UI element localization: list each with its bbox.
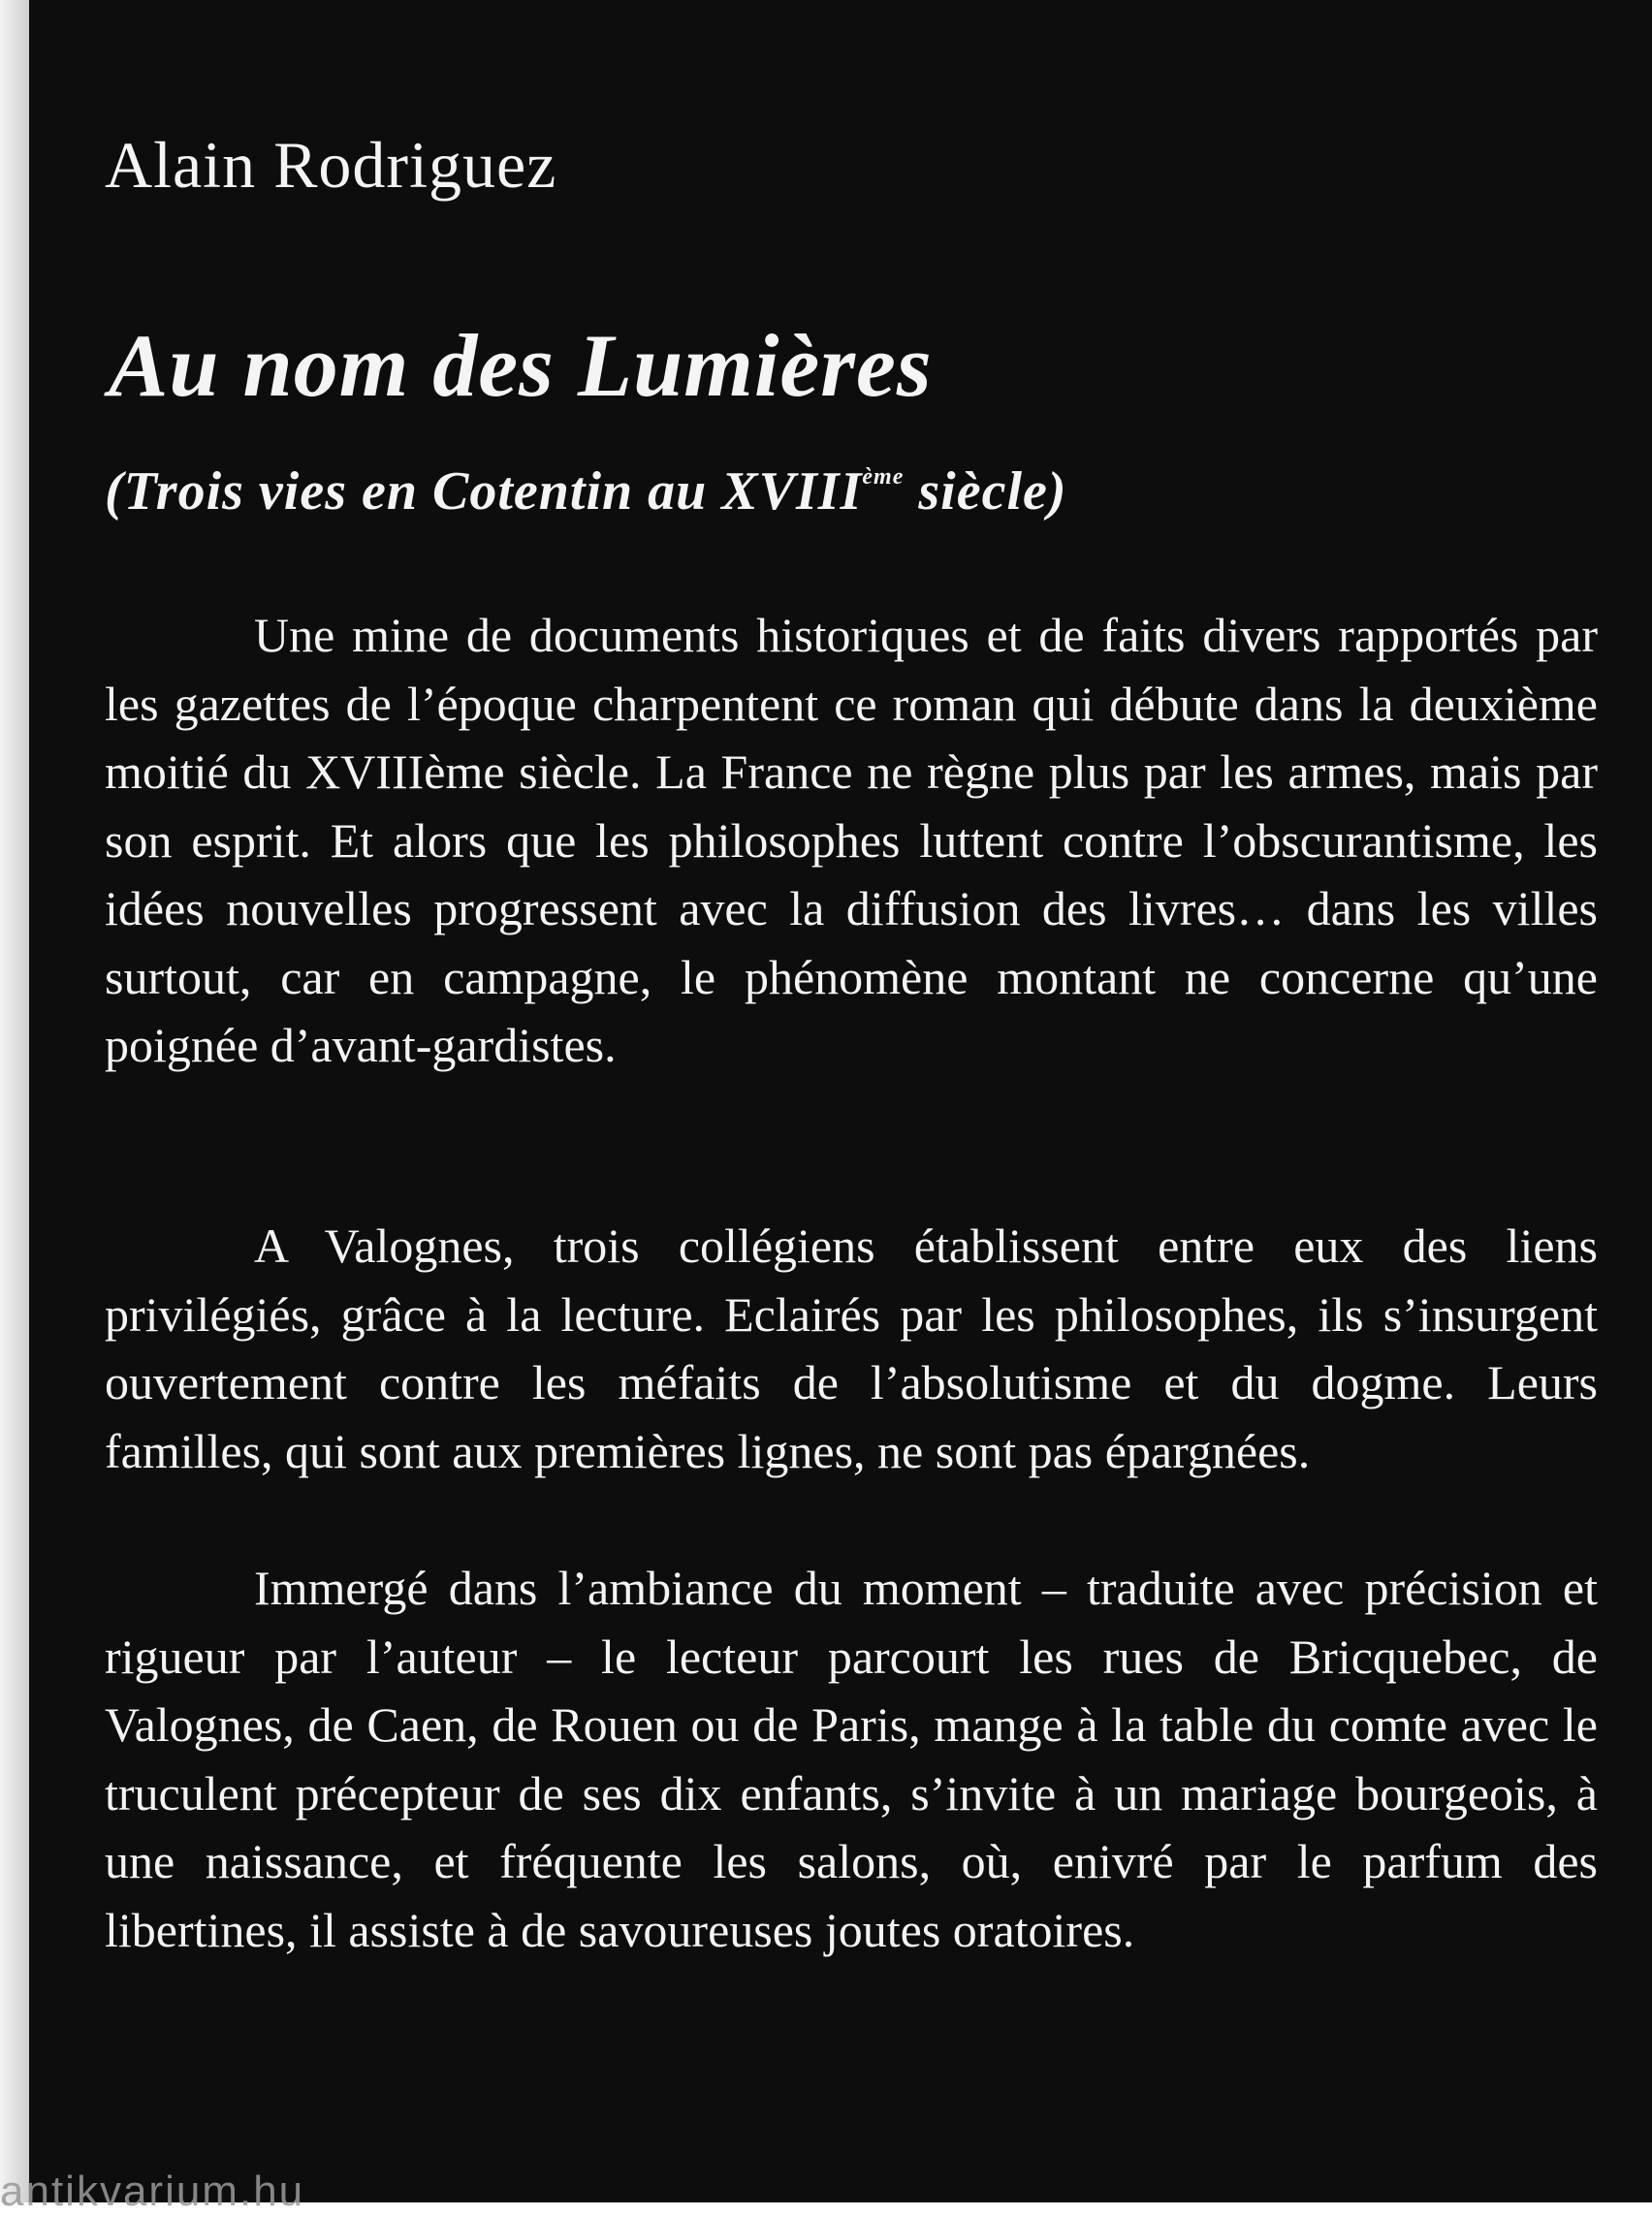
subtitle-superscript: ème	[862, 464, 905, 490]
blurb-paragraph: A Valognes, trois collégiens établissent entre eux des liens privilégiés, grâce à la lecture. Eclairés par les philosophes, ils s’insurgent ouvertement contre les méfaits de l’absolutisme et du dogme. Leurs familles, qui sont aux premières lignes, ne sont pas épargnées.	[105, 1219, 1598, 1478]
blurb-block	[105, 1554, 1598, 1964]
blurb-paragraph: Immergé dans l’ambiance du moment – traduite avec précision et rigueur par l’auteur – le lecteur parcourt les rues de Bricquebec, de Valognes, de Caen, de Rouen ou de Paris, mange à la table du comte avec le truculent précepteur de ses dix enfants, s’invite à un mariage bourgeois, à une naissance, et fréquente les salons, où, enivré par le parfum des libertines, il assiste à de savoureuses joutes oratoires.	[105, 1561, 1598, 1957]
subtitle-text-end: siècle)	[904, 461, 1067, 522]
page-edge	[0, 0, 29, 2202]
blurb-paragraph: Une mine de documents historiques et de faits divers rapportés par les gazettes de l’époque charpentent ce roman qui débute dans la deuxième moitié du XVIIIème siècle. La France ne règne plus par les armes, mais par son esprit. Et alors que les philosophes luttent contre l’obscurantisme, les idées nouvelles progressent avec la diffusion des livres… dans les villes surtout, car en campagne, le phénomène montant ne concerne qu’une poignée d’avant-gardistes.	[105, 608, 1598, 1072]
subtitle-text: (Trois vies en Cotentin au XVIII	[105, 461, 863, 522]
book-back-cover	[29, 0, 1652, 2202]
book-subtitle	[105, 458, 1067, 525]
author-name: Alain Rodriguez	[105, 128, 557, 202]
watermark: antikvarium.hu	[0, 2168, 305, 2215]
book-title: Au nom des Lumières	[109, 316, 933, 415]
blurb-block	[105, 601, 1598, 1080]
blurb-block	[105, 1212, 1598, 1485]
